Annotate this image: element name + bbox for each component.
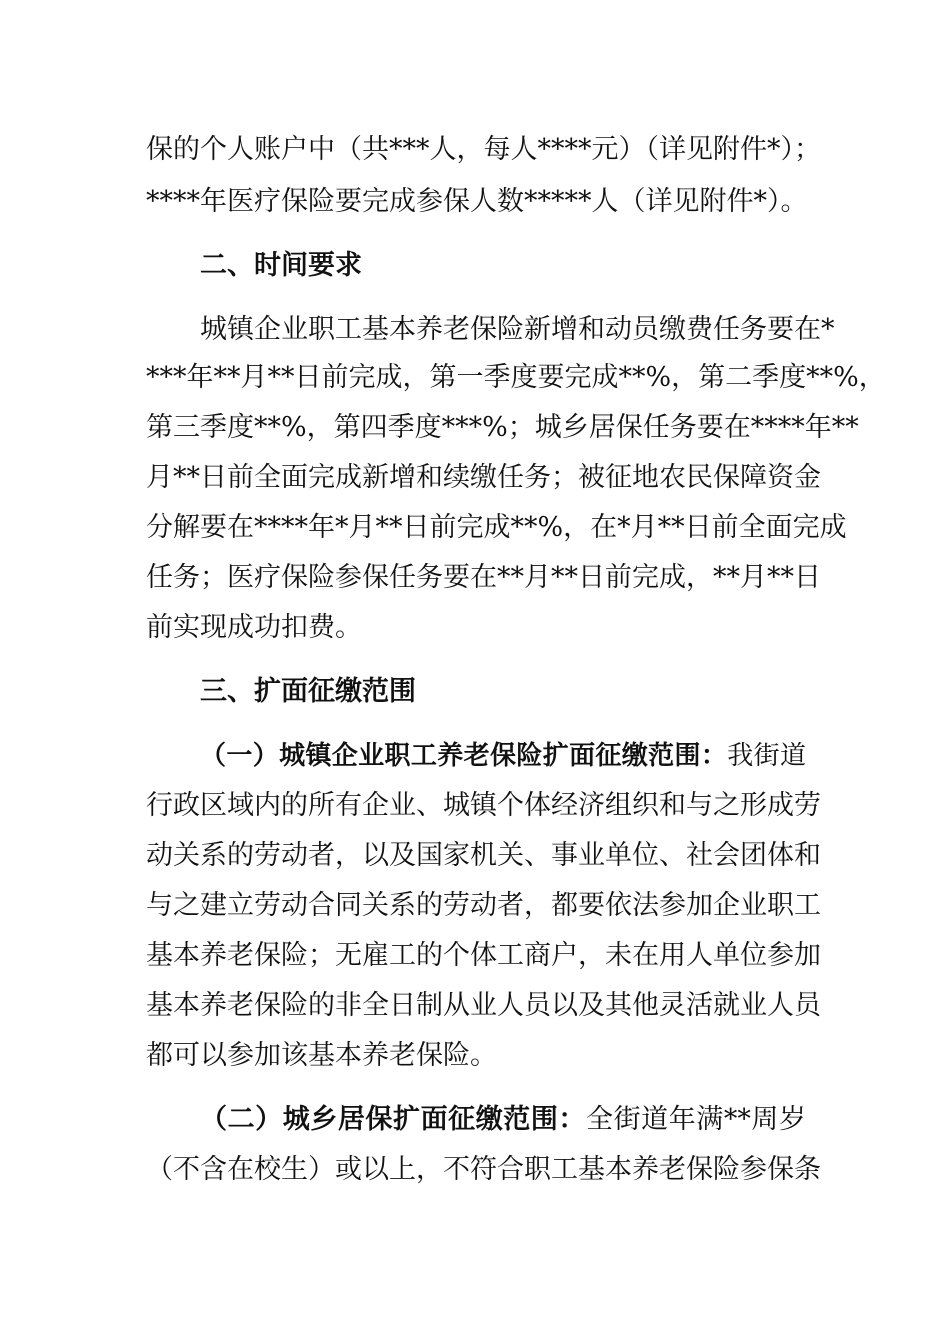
paragraph-line: ***年**月**日前完成，第一季度要完成**%，第二季度**%， — [146, 362, 886, 393]
paragraph-line: 城镇企业职工基本养老保险新增和动员缴费任务要在* — [200, 314, 835, 345]
paragraph-line: 基本养老保险的非全日制从业人员以及其他灵活就业人员 — [146, 990, 821, 1021]
intro-line-1: 保的个人账户中（共***人，每人****元）（详见附件*）； — [146, 134, 821, 165]
paragraph-line: 前实现成功扣费。 — [146, 612, 362, 643]
paragraph-line: 任务；医疗保险参保任务要在**月**日前完成，**月**日 — [146, 562, 821, 593]
paragraph-line: 分解要在****年*月**日前完成**%，在*月**日前全面完成 — [146, 512, 847, 543]
subsection-first-line — [200, 1102, 806, 1138]
subsection-first-line — [200, 738, 806, 774]
paragraph-line: 动关系的劳动者，以及国家机关、事业单位、社会团体和 — [146, 840, 821, 871]
subsection-text: 全街道年满**周岁 — [586, 1104, 806, 1135]
intro-line-2: ****年医疗保险要完成参保人数*****人（详见附件*）。 — [146, 186, 808, 217]
subsection-text: 我街道 — [727, 741, 806, 771]
paragraph-line: 与之建立劳动合同关系的劳动者，都要依法参加企业职工 — [146, 890, 821, 921]
paragraph-line: 基本养老保险；无雇工的个体工商户，未在用人单位参加 — [146, 940, 821, 971]
subsection-title-urban-enterprise: （一）城镇企业职工养老保险扩面征缴范围： — [200, 741, 728, 771]
section-heading-scope: 三、扩面征缴范围 — [200, 676, 416, 707]
paragraph-line: 第三季度**%，第四季度***%；城乡居保任务要在****年** — [146, 412, 859, 443]
section-heading-time-requirements: 二、时间要求 — [200, 250, 362, 281]
paragraph-line: 都可以参加该基本养老保险。 — [146, 1040, 497, 1071]
paragraph-line: 月**日前全面完成新增和续缴任务；被征地农民保障资金 — [146, 462, 821, 493]
paragraph-line: 行政区域内的所有企业、城镇个体经济组织和与之形成劳 — [146, 790, 821, 821]
paragraph-line: （不含在校生）或以上，不符合职工基本养老保险参保条 — [146, 1154, 821, 1185]
subsection-title-urban-rural: （二）城乡居保扩面征缴范围： — [200, 1104, 586, 1135]
